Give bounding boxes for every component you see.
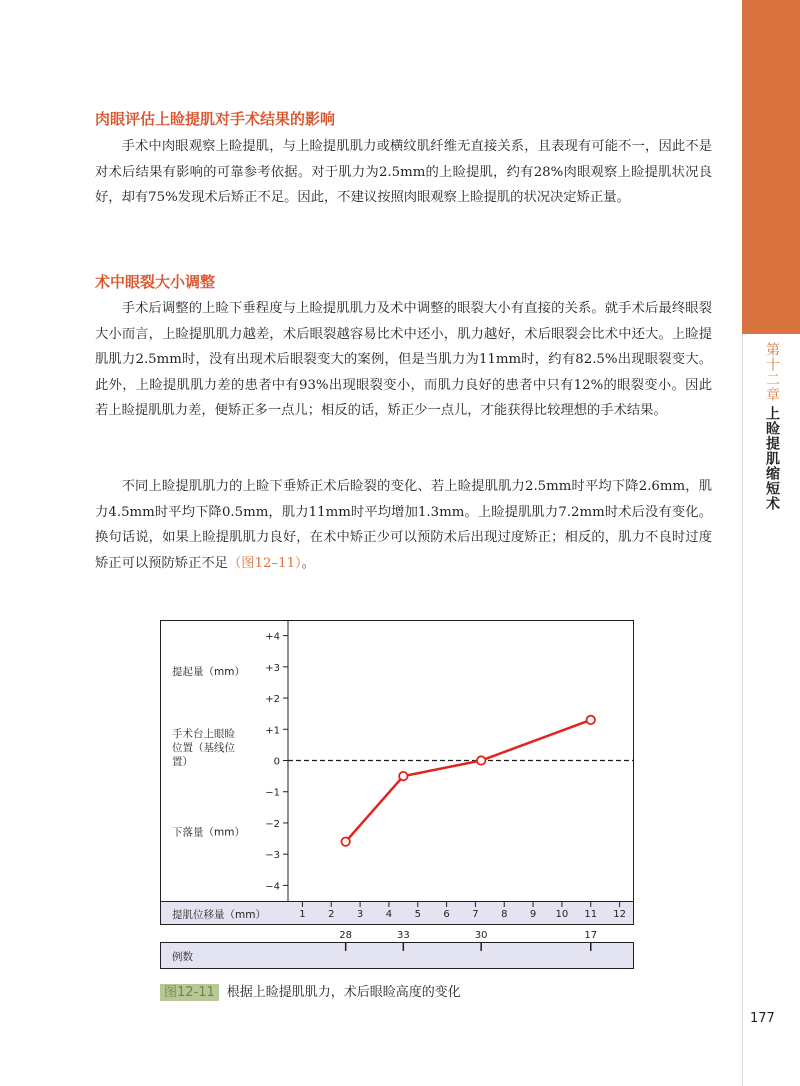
- y-tick-label: −3: [265, 850, 280, 862]
- x-tick-label: 4: [385, 909, 393, 920]
- data-point: [341, 837, 349, 845]
- y-tick-label: −4: [265, 881, 280, 893]
- chapter-color-tab: [742, 0, 800, 334]
- x-axis-label: 提肌位移量（mm）: [172, 909, 266, 921]
- chapter-title: 上睑提肌缩短术: [764, 406, 780, 511]
- chapter-label: 第十二章: [764, 342, 780, 402]
- y-tick-label: +2: [265, 694, 280, 706]
- figure-caption-text: 根据上睑提肌肌力，术后眼睑高度的变化: [226, 985, 461, 1000]
- x-tick-label: 1: [299, 909, 306, 920]
- cases-value: 28: [339, 930, 353, 941]
- x-tick-label: 3: [356, 909, 364, 920]
- x-tick-label: 11: [584, 909, 598, 920]
- data-point: [587, 716, 595, 724]
- paragraph-levator-function-change: [95, 474, 712, 576]
- paragraph-visual-assessment: 手术中肉眼观察上睑提肌，与上睑提肌肌力或横纹肌纤维无直接关系，且表现有可能不一，因此不是对术后结果有影响的可靠参考依据。对于肌力为2.5mm的上睑提肌，约有28%肉眼观察上睑提肌状况良好，却有75%发现术后矫正不足。因此，不建议按照肉眼观察上睑提肌的状况决定矫正量。: [95, 139, 712, 205]
- y-tick-label: +4: [265, 631, 280, 643]
- x-tick-label: 9: [529, 909, 537, 920]
- y-label-baseline-line3: 置）: [172, 756, 193, 769]
- x-tick-label: 6: [443, 909, 450, 920]
- y-tick-label: −2: [265, 818, 280, 830]
- x-tick-label: 2: [328, 909, 335, 920]
- x-tick-label: 7: [472, 909, 479, 920]
- cases-band: [161, 943, 634, 969]
- y-label-baseline-line2: 位置（基线位: [172, 742, 235, 755]
- data-point: [399, 772, 407, 780]
- cases-value: 17: [584, 930, 598, 941]
- y-label-raise: 提起量（mm）: [172, 665, 245, 678]
- x-tick-label: 10: [555, 909, 569, 920]
- cases-label: 例数: [172, 951, 193, 963]
- figure-reference-link[interactable]: （图12–11）: [227, 555, 302, 571]
- paragraph-text: 不同上睑提肌肌力的上睑下垂矫正术后睑裂的变化、若上睑提肌肌力2.5mm时平均下降2.6mm，肌力4.5mm时平均下降0.5mm，肌力11mm时平均增加1.3mm。上睑提肌肌力7.2mm时术后没有变化。换句话说，如果上睑提肌肌力良好，在术中矫正少可以预防术后出现过度矫正；相反的，肌力不良时过度矫正可以预防矫正不足: [95, 479, 712, 571]
- paragraph-end: 。: [301, 555, 315, 571]
- data-point: [477, 756, 485, 764]
- paragraph-fissure-adjustment: 手术后调整的上睑下垂程度与上睑提肌肌力及术中调整的眼裂大小有直接的关系。就手术后最终眼裂大小而言，上睑提肌肌力越差，术后眼裂越容易比术中还小，肌力越好，术后眼裂会比术中还大。上睑提肌肌力2.5mm时，没有出现术后眼裂变大的案例，但是当肌力为11mm时，约有82.5%出现眼裂变大。此外，上睑提肌肌力差的患者中有93%出现眼裂变小，而肌力良好的患者中只有12%的眼裂变小。因此若上睑提肌肌力差，便矫正多一点儿；相反的话，矫正少一点儿，才能获得比较理想的手术结果。: [95, 301, 712, 418]
- y-tick-label: −1: [265, 787, 280, 799]
- y-label-baseline-line1: 手术台上眼睑: [172, 728, 235, 741]
- x-tick-label: 8: [501, 909, 508, 920]
- section-heading-visual-assessment: 肉眼评估上睑提肌对手术结果的影响: [95, 110, 336, 128]
- eyelid-height-chart: [160, 620, 634, 970]
- x-tick-label: 12: [613, 909, 626, 920]
- y-label-drop: 下落量（mm）: [172, 826, 245, 839]
- y-tick-label: +1: [265, 725, 280, 737]
- x-tick-label: 5: [414, 909, 421, 920]
- cases-value: 33: [396, 930, 410, 941]
- y-tick-label: 0: [273, 756, 280, 768]
- y-tick-label: +3: [265, 662, 280, 674]
- page-number: 177: [750, 1011, 775, 1026]
- cases-value: 30: [474, 930, 488, 941]
- figure-caption: [160, 981, 461, 1000]
- figure-label: 图12-11: [160, 984, 219, 1001]
- section-heading-fissure-adjustment: 术中眼裂大小调整: [95, 273, 216, 291]
